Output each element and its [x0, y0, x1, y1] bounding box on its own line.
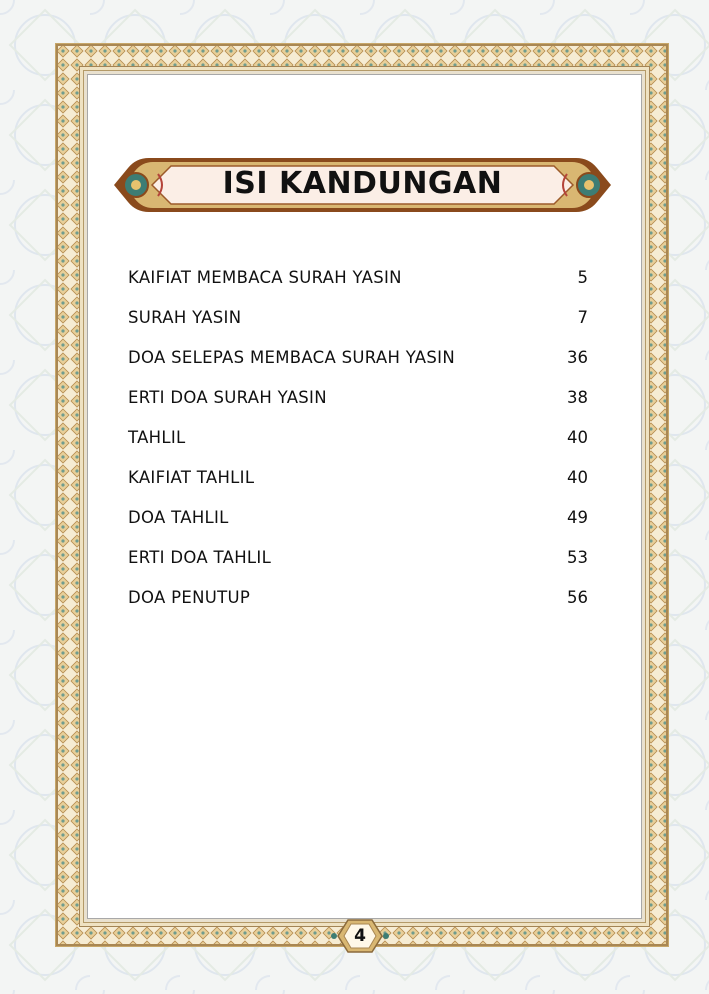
toc-entry[interactable] [128, 388, 588, 428]
toc-entry-page: 5 [577, 268, 588, 287]
toc-entry-page: 40 [567, 428, 588, 447]
page-number: 4 [354, 926, 366, 946]
toc-entry-page: 40 [567, 468, 588, 487]
page-number-badge [330, 914, 390, 958]
toc-entry[interactable] [128, 508, 588, 548]
table-of-contents [128, 268, 588, 628]
toc-entry[interactable] [128, 308, 588, 348]
toc-entry-label: ERTI DOA TAHLIL [128, 548, 272, 567]
toc-entry-page: 49 [567, 508, 588, 527]
toc-entry[interactable] [128, 268, 588, 308]
toc-entry[interactable] [128, 588, 588, 628]
toc-entry[interactable] [128, 428, 588, 468]
toc-entry-page: 53 [567, 548, 588, 567]
toc-entry-page: 56 [567, 588, 588, 607]
toc-entry-label: DOA PENUTUP [128, 588, 251, 607]
toc-entry-label: TAHLIL [128, 428, 186, 447]
toc-entry[interactable] [128, 548, 588, 588]
toc-entry[interactable] [128, 348, 588, 388]
page-title: ISI KANDUNGAN [222, 166, 503, 201]
toc-entry-page: 7 [577, 308, 588, 327]
toc-entry-label: KAIFIAT TAHLIL [128, 468, 255, 487]
toc-entry-page: 38 [567, 388, 588, 407]
toc-entry-page: 36 [567, 348, 588, 367]
title-banner [111, 152, 614, 218]
toc-entry-label: DOA SELEPAS MEMBACA SURAH YASIN [128, 348, 455, 367]
toc-entry-label: KAIFIAT MEMBACA SURAH YASIN [128, 268, 402, 287]
toc-entry-label: SURAH YASIN [128, 308, 242, 327]
toc-entry-label: ERTI DOA SURAH YASIN [128, 388, 327, 407]
toc-entry[interactable] [128, 468, 588, 508]
toc-entry-label: DOA TAHLIL [128, 508, 229, 527]
